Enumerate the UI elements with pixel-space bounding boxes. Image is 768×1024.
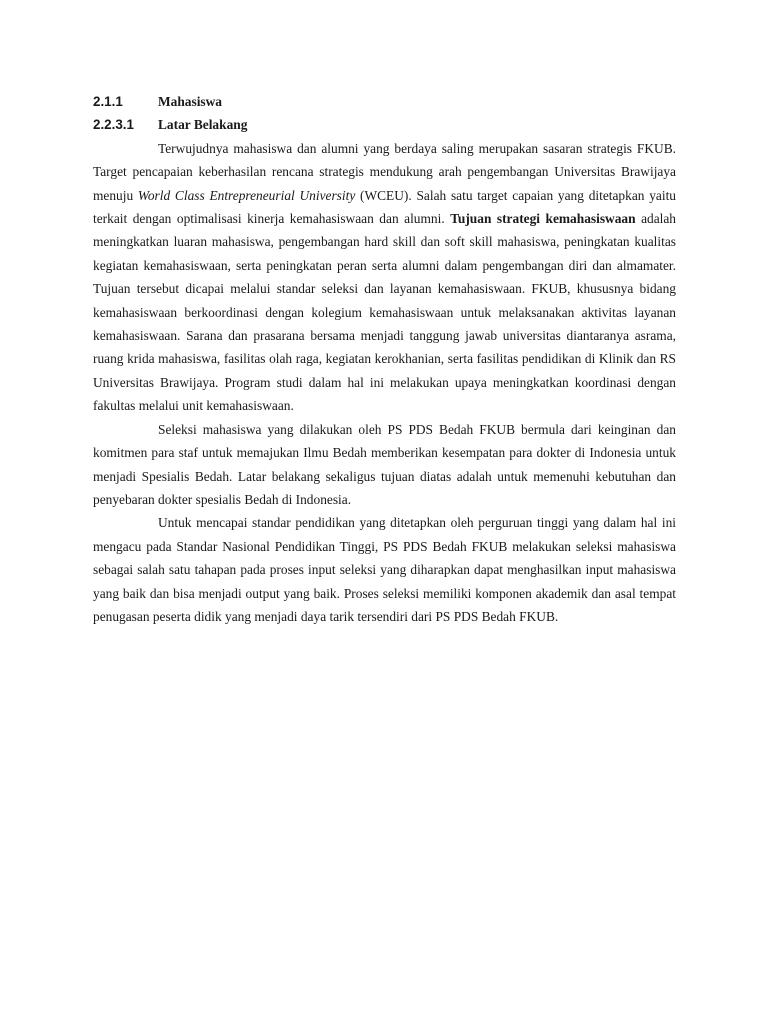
paragraph1-text-c: adalah meningkatkan luaran mahasiswa, pengembangan hard skill dan soft skill mahasiswa, peningkatan kualitas kegiatan kemahasiswaan, serta peningkatan peran serta alumni dalam pengembangan diri dan almamater. Tujuan tersebut dicapai melalui standar seleksi dan layanan kemahasiswaan. FKUB, khususnya bidang kemahasiswaan berkoordinasi dengan kolegium kemahasiswaan untuk melaksanakan aktivitas layanan kemahasiswaan. Sarana dan prasarana bersama menjadi tanggung jawab universitas diantaranya asrama, ruang krida mahasiswa, fasilitas olah raga, kegiatan kerokhanian, serta fasilitas pendidikan di Klinik dan RS Universitas Brawijaya. Program studi dalam hal ini melakukan upaya meningkatkan koordinasi dengan fakultas melalui unit kemahasiswaan. bbox=[93, 211, 677, 414]
subsection-heading bbox=[93, 113, 676, 136]
paragraph1-text-a: Terwujudnya mahasiswa dan alumni yang berdaya saling merupakan sasaran strategis FKUB. Target pencapaian keberhasilan rencana strategis mendukung arah pengembangan Universitas Brawijaya menuju bbox=[93, 140, 676, 203]
paragraph-standar: Untuk mencapai standar pendidikan yang ditetapkan oleh perguruan tinggi yang dalam hal ini mengacu pada Standar Nasional Pendidikan Tinggi, PS PDS Bedah FKUB melakukan seleksi mahasiswa sebagai salah satu tahapan pada proses input seleksi yang diharapkan dapat menghasilkan input mahasiswa yang baik dan bisa menjadi output yang baik. Proses seleksi memiliki komponen akademik dan asal tempat penugasan peserta didik yang menjadi daya tarik tersendiri dari PS PDS Bedah FKUB. bbox=[93, 515, 676, 624]
section-heading bbox=[93, 90, 676, 113]
paragraph-latar-belakang bbox=[93, 137, 676, 418]
paragraph1-italic-term: World Class Entrepreneurial University bbox=[137, 187, 356, 203]
paragraph-seleksi: Seleksi mahasiswa yang dilakukan oleh PS PDS Bedah FKUB bermula dari keinginan dan komitmen para staf untuk memajukan Ilmu Bedah memberikan kesempatan para dokter di Indonesia untuk menjadi Spesialis Bedah. Latar belakang sekaligus tujuan diatas adalah untuk memenuhi kebutuhan dan penyebaran dokter spesialis Bedah di Indonesia. bbox=[93, 421, 676, 507]
section-number: 2.1.1 bbox=[93, 94, 123, 109]
paragraph1-text-b: (WCEU). Salah satu target capaian yang ditetapkan yaitu terkait dengan optimalisasi kinerja kemahasiswaan dan alumni. bbox=[93, 187, 676, 227]
paragraph1-bold-term: Tujuan strategi kemahasiswaan bbox=[450, 211, 636, 227]
section-title: Mahasiswa bbox=[158, 94, 222, 109]
document-page bbox=[93, 90, 676, 628]
subsection-number: 2.2.3.1 bbox=[93, 117, 134, 133]
subsection-title: Latar Belakang bbox=[158, 117, 248, 133]
